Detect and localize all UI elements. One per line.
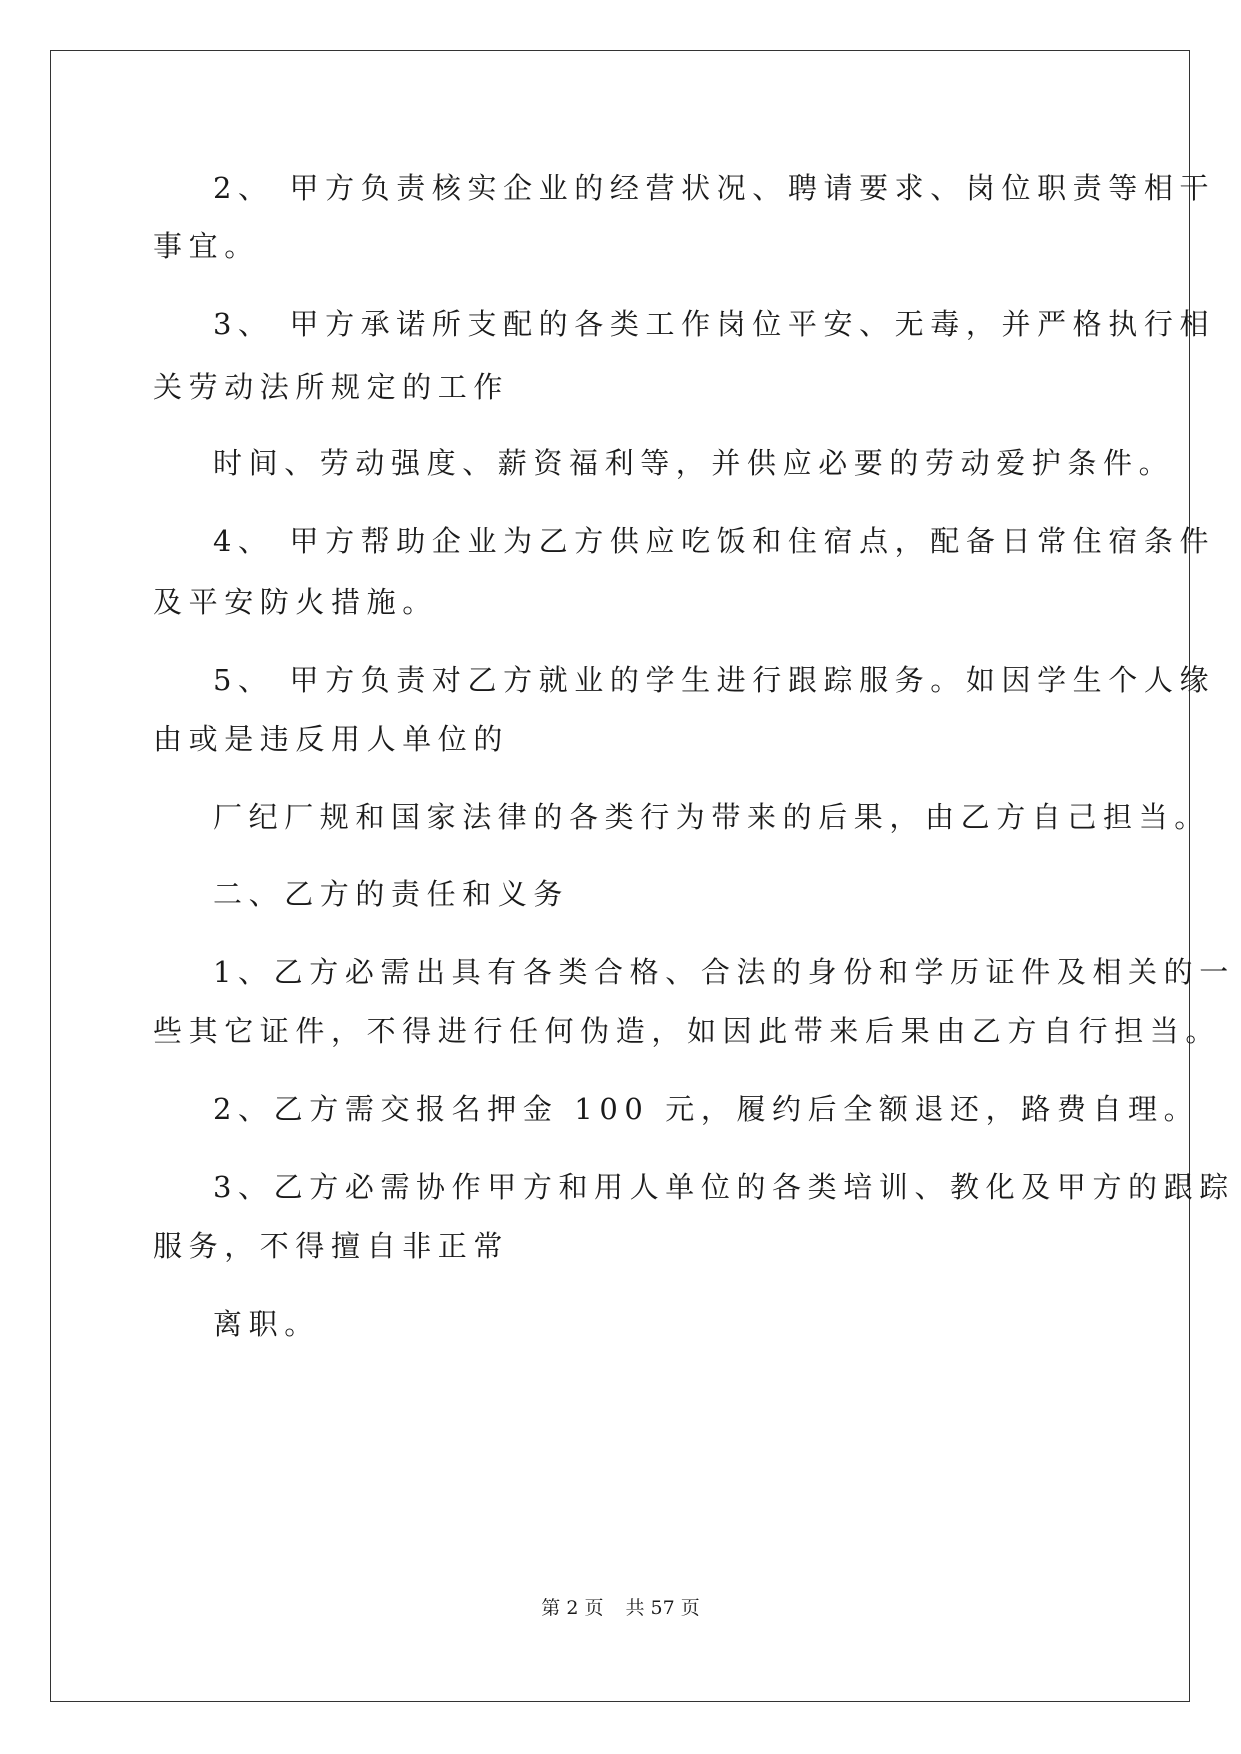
text-line: 些其它证件，不得进行任何伪造，如因此带来后果由乙方自行担当。 xyxy=(153,1014,1222,1048)
text-line: 2、乙方需交报名押金 100 元，履约后全额退还，路费自理。 xyxy=(213,1092,1200,1126)
text-line: 厂纪厂规和国家法律的各类行为带来的后果，由乙方自己担当。 xyxy=(213,800,1210,834)
text-line: 4、 甲方帮助企业为乙方供应吃饭和住宿点，配备日常住宿条件 xyxy=(213,524,1216,558)
text-line: 及平安防火措施。 xyxy=(153,585,438,619)
current-page-number: 第 2 页 xyxy=(541,1597,604,1619)
text-line: 离职。 xyxy=(213,1307,320,1341)
text-line: 时间、劳动强度、薪资福利等，并供应必要的劳动爱护条件。 xyxy=(213,446,1175,480)
text-line: 1、乙方必需出具有各类合格、合法的身份和学历证件及相关的一 xyxy=(213,955,1235,989)
text-line: 服务，不得擅自非正常 xyxy=(153,1229,510,1263)
text-line: 3、 甲方承诺所支配的各类工作岗位平安、无毒，并严格执行相 xyxy=(213,307,1216,341)
section-heading: 二、乙方的责任和义务 xyxy=(213,877,570,911)
text-line: 事宜。 xyxy=(153,229,260,263)
text-line: 3、乙方必需协作甲方和用人单位的各类培训、教化及甲方的跟踪 xyxy=(213,1170,1235,1204)
text-line: 5、 甲方负责对乙方就业的学生进行跟踪服务。如因学生个人缘 xyxy=(213,663,1216,697)
text-line: 由或是违反用人单位的 xyxy=(153,722,510,756)
page-footer xyxy=(0,1596,1241,1620)
total-page-count: 共 57 页 xyxy=(625,1597,700,1619)
text-line: 2、 甲方负责核实企业的经营状况、聘请要求、岗位职责等相干 xyxy=(213,171,1216,205)
text-line: 关劳动法所规定的工作 xyxy=(153,370,510,404)
